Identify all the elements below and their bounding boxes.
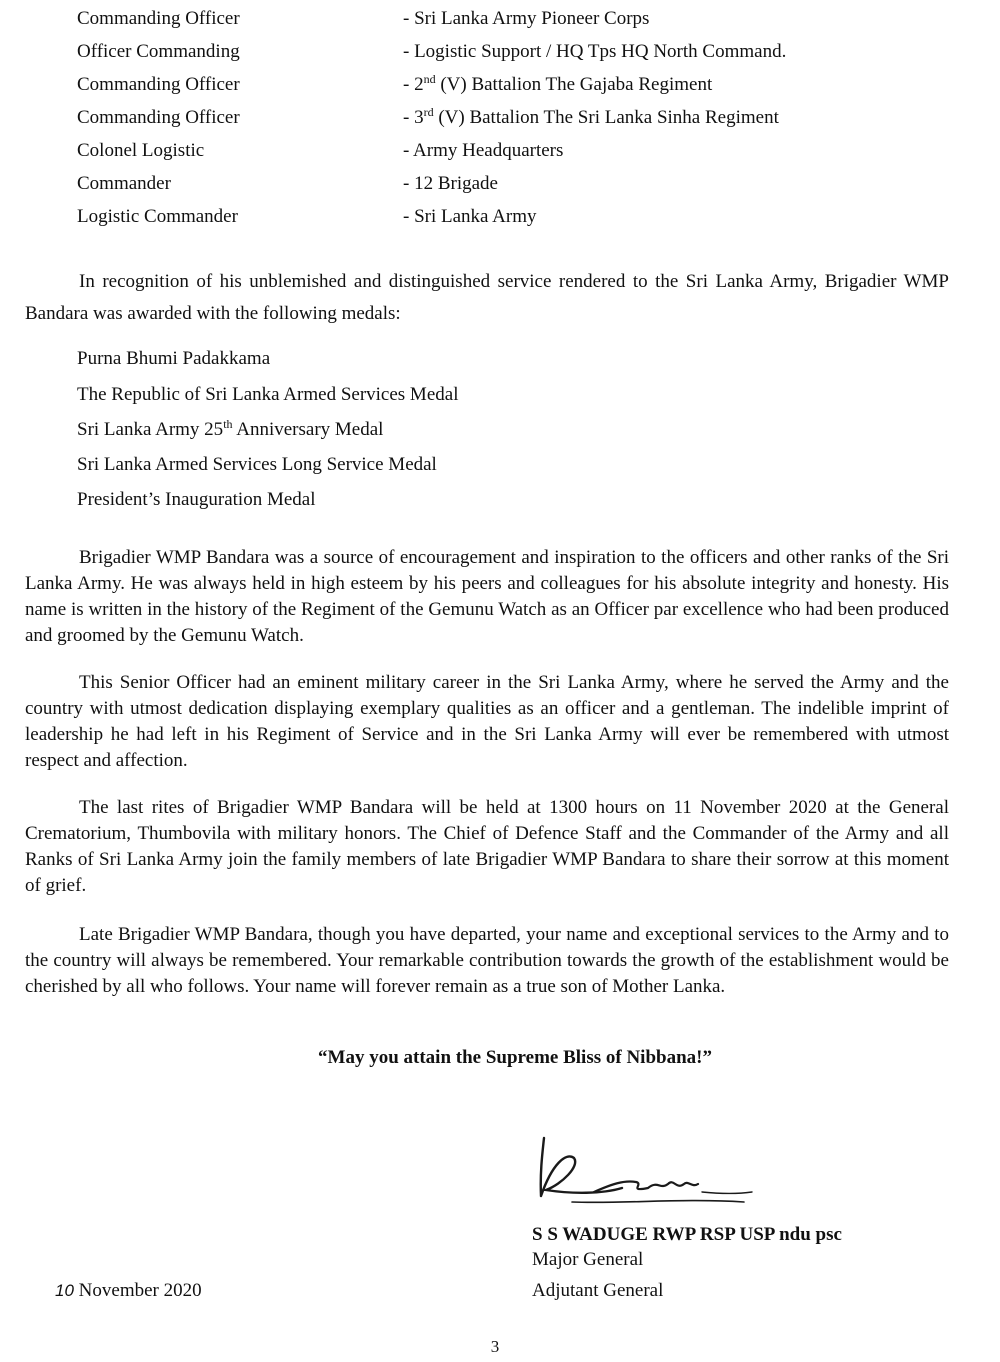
document-date: 10 November 2020 [55, 1280, 202, 1301]
appointment-unit: - Sri Lanka Army [403, 206, 537, 227]
appointment-unit: - Logistic Support / HQ Tps HQ North Command. [403, 41, 787, 62]
handwritten-signature [532, 1134, 762, 1214]
signatory-name: S S WADUGE RWP RSP USP ndu psc [532, 1224, 842, 1245]
appointment-unit: - Sri Lanka Army Pioneer Corps [403, 8, 650, 29]
body-paragraph: Brigadier WMP Bandara was a source of encouragement and inspiration to the officers and other ranks of the Sri Lanka Army. He was always held in high esteem by his peers and colleagues for his absolute integrity and honesty. His name is written in the history of the Regiment of the Gemunu Watch as an Officer par excellence who had been produced and groomed by the Gemunu Watch. [25, 547, 949, 646]
appointment-title: Commander [77, 173, 171, 194]
medal-item: Sri Lanka Army 25th Anniversary Medal [77, 417, 384, 440]
appointment-unit: - Army Headquarters [403, 140, 564, 161]
appointment-unit: - 3rd (V) Battalion The Sri Lanka Sinha Regiment [403, 105, 779, 128]
signatory-rank: Major General [532, 1249, 644, 1270]
medal-item: President’s Inauguration Medal [77, 489, 316, 510]
closing-quote: “May you attain the Supreme Bliss of Nibbana!” [318, 1047, 712, 1068]
page-number: 3 [490, 1337, 500, 1356]
appointment-title: Commanding Officer [77, 107, 240, 128]
appointment-title: Colonel Logistic [77, 140, 205, 161]
appointment-title: Logistic Commander [77, 206, 238, 227]
signatory-position: Adjutant General [532, 1280, 664, 1301]
body-paragraph: Late Brigadier WMP Bandara, though you have departed, your name and exceptional services to the Army and to the country will always be remembered. Your remarkable contribution towards the growth of the establishment would be cherished by all who follows. Your name will forever remain as a true son of Mother Lanka. [25, 924, 949, 997]
appointment-unit: - 12 Brigade [403, 173, 498, 194]
medal-item: The Republic of Sri Lanka Armed Services Medal [77, 384, 459, 405]
appointment-title: Officer Commanding [77, 41, 240, 62]
appointment-unit: - 2nd (V) Battalion The Gajaba Regiment [403, 72, 713, 95]
appointment-title: Commanding Officer [77, 74, 240, 95]
appointment-title: Commanding Officer [77, 8, 240, 29]
body-paragraph: This Senior Officer had an eminent military career in the Sri Lanka Army, where he served the Army and the country with utmost dedication displaying exemplary qualities as an officer and a gentleman. The indelible imprint of leadership he had left in his Regiment of Service and in the Sri Lanka Army will ever be remembered with utmost respect and affection. [25, 672, 949, 771]
medal-item: Sri Lanka Armed Services Long Service Medal [77, 454, 437, 475]
medals-intro-paragraph: In recognition of his unblemished and distinguished service rendered to the Sri Lanka Army, Brigadier WMP Bandara was awarded with the following medals: [25, 271, 949, 324]
medal-item: Purna Bhumi Padakkama [77, 348, 271, 369]
body-paragraph: The last rites of Brigadier WMP Bandara will be held at 1300 hours on 11 November 2020 at the General Crematorium, Thumbovila with military honors. The Chief of Defence Staff and the Commander of the Army and all Ranks of Sri Lanka Army join the family members of late Brigadier WMP Bandara to share their sorrow at this moment of grief. [25, 797, 949, 896]
